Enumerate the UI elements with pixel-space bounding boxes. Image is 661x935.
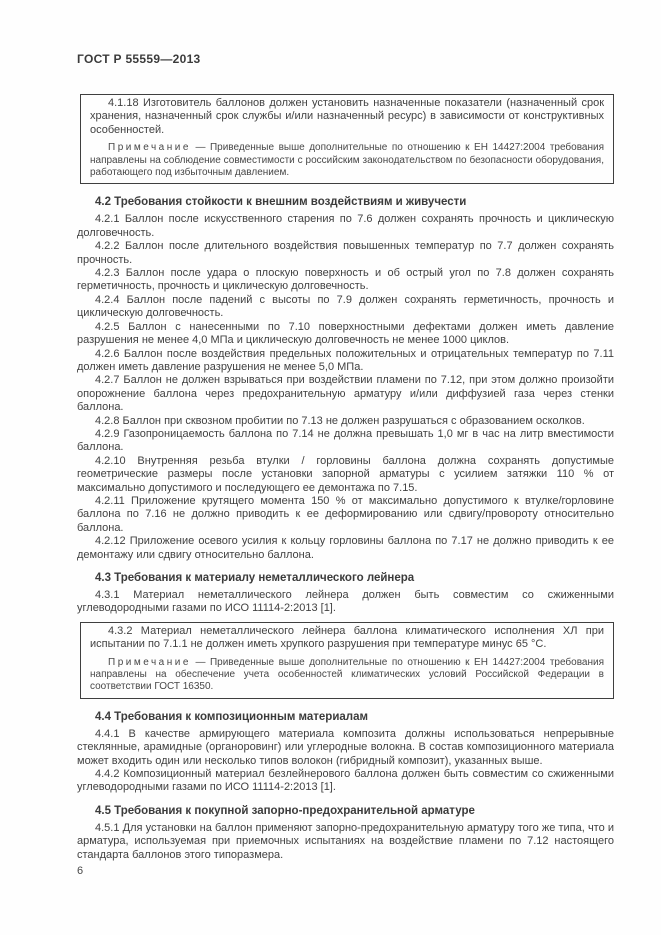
paragraph-4-2-8: 4.2.8 Баллон при сквозном пробитии по 7.13 не должен разрушаться с образованием осколков. xyxy=(95,414,585,427)
paragraph-4-2-4: 4.2.4 Баллон после падений с высоты по 7.9 должен сохранять герметичность, прочность и циклическую долговечность. xyxy=(77,293,614,320)
paragraph-4-4-1: 4.4.1 В качестве армирующего материала композита должны использоваться непрерывные стеклянные, арамидные (органоровинг) или углеродные волокна. В состав композиционного материала может входить один или несколько типов волокон (гибридный композит), указанных выше. xyxy=(77,727,614,767)
boxed-clause-4-3-2 xyxy=(80,622,614,699)
page-content xyxy=(77,52,614,877)
paragraph-4-3-2: 4.3.2 Материал неметаллического лейнера баллона климатического исполнения ХЛ при испытании по 7.1.1 не должен иметь хрупкого разрушения при температуре минус 65 °С. xyxy=(90,624,604,651)
note-label: Примечание xyxy=(108,656,191,668)
paragraph-4-2-10: 4.2.10 Внутренняя резьба втулки / горловины баллона должна сохранять допустимые геометрические размеры после установки запорной арматуры с усилием затяжки 110 % от максимально допустимого и последующего ее демонтажа по 7.15. xyxy=(77,454,614,494)
paragraph-4-2-5: 4.2.5 Баллон с нанесенными по 7.10 поверхностными дефектами должен иметь давление разрушения не менее 4,0 МПа и циклическую долговечность не менее 1000 циклов. xyxy=(77,320,614,347)
note-text: — Приведенные выше дополнительные по отношению к ЕН 14427:2004 требования направлены на обеспечение учета особенностей климатических условий Российской Федерации в соответствии ГОСТ 16350. xyxy=(90,656,604,693)
heading-4-4: 4.4 Требования к композиционным материалам xyxy=(95,710,368,723)
boxed-clause-4-1-18 xyxy=(80,94,614,184)
paragraph-4-2-6: 4.2.6 Баллон после воздействия предельных положительных и отрицательных температур по 7.11 должен иметь давление разрушения не менее 5,0 МПа. xyxy=(77,347,614,373)
paragraph-4-2-11: 4.2.11 Приложение крутящего момента 150 % от максимально допустимого к втулке/горловине баллона по 7.16 не должно приводить к ее деформированию или сдвигу/провороту относительно баллона. xyxy=(77,494,614,534)
paragraph-4-4-2: 4.4.2 Композиционный материал безлейнерового баллона должен быть совместим со сжиженными углеводородными газами по ИСО 11114-2:2013 [1]. xyxy=(77,768,614,794)
paragraph-4-2-9: 4.2.9 Газопроницаемость баллона по 7.14 не должна превышать 1,0 мг в час на литр вместимости баллона. xyxy=(77,427,614,454)
paragraph-4-2-1: 4.2.1 Баллон после искусственного старения по 7.6 должен сохранять прочность и циклическую долговечность. xyxy=(77,213,614,239)
paragraph-4-2-7: 4.2.7 Баллон не должен взрываться при воздействии пламени по 7.12, при этом должно произойти опорожнение баллона через предохранительную арматуру и/или диффузией газа через стенки баллона. xyxy=(77,374,614,414)
document-number: ГОСТ Р 55559—2013 xyxy=(77,52,201,66)
paragraph-4-5-1: 4.5.1 Для установки на баллон применяют запорно-предохранительную арматуру того же типа, что и арматура, используемая при приемочных испытаниях на воздействие пламени по 7.12 настоящего стандарта баллонов этого типоразмера. xyxy=(77,821,614,861)
heading-4-2: 4.2 Требования стойкости к внешним воздействиям и живучести xyxy=(95,196,467,209)
note-4-3-2 xyxy=(90,657,604,694)
paragraph-4-2-2: 4.2.2 Баллон после длительного воздействия повышенных температур по 7.7 должен сохранять прочность. xyxy=(77,240,614,266)
note-label: Примечание xyxy=(108,142,191,154)
page-number: 6 xyxy=(77,865,84,878)
paragraph-4-1-18: 4.1.18 Изготовитель баллонов должен установить назначенные показатели (назначенный срок хранения, назначенный срок службы и/или назначенный ресурс) в зависимости от конструктивных особенностей. xyxy=(90,97,604,136)
heading-4-5: 4.5 Требования к покупной запорно-предохранительной арматуре xyxy=(95,804,475,817)
paragraph-4-3-1: 4.3.1 Материал неметаллического лейнера должен быть совместим со сжиженными углеводородными газами по ИСО 11114-2:2013 [1]. xyxy=(77,589,614,615)
note-text: — Приведенные выше дополнительные по отношению к ЕН 14427:2004 требования направлены на соблюдение совместимости с российским законодательством по безопасности оборудования, работающего под избыточным давлением. xyxy=(90,142,604,179)
heading-4-3: 4.3 Требования к материалу неметаллического лейнера xyxy=(95,572,415,584)
paragraph-4-2-3: 4.2.3 Баллон после удара о плоскую поверхность и об острый угол по 7.8 должен сохранять герметичность, прочность и циклическую долговечность. xyxy=(77,267,614,293)
note-4-1-18 xyxy=(90,142,604,179)
paragraph-4-2-12: 4.2.12 Приложение осевого усилия к кольцу горловины баллона по 7.17 не должно приводить к ее демонтажу или сдвигу относительно баллона. xyxy=(77,535,614,561)
